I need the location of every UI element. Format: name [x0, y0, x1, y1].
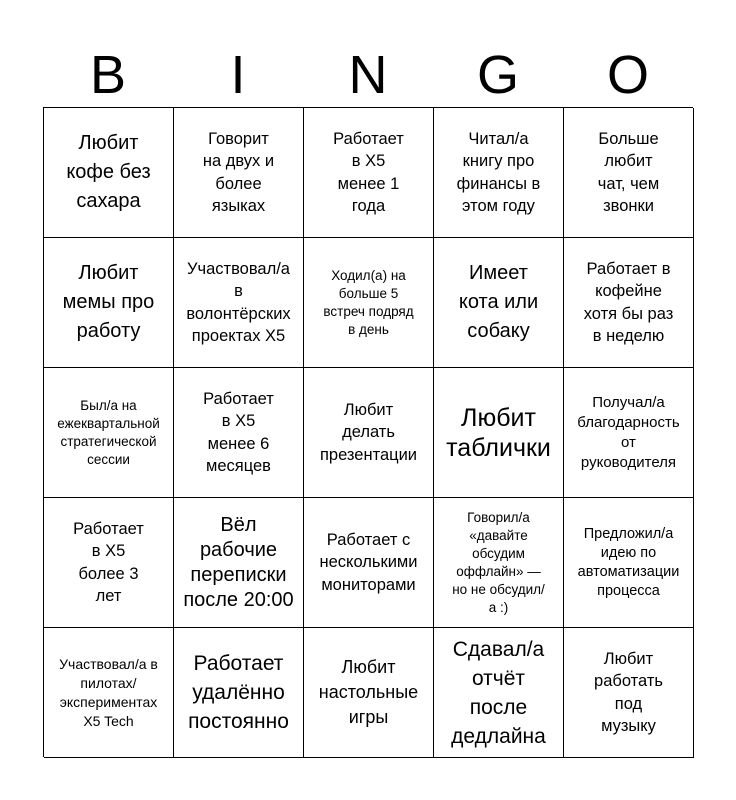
bingo-cell-r3c4	[434, 368, 564, 498]
cell-text: Сдавал/а отчёт после дедлайна	[451, 637, 546, 748]
bingo-header	[43, 44, 693, 106]
cell-text: Участвовал/а в пилотах/ экспериментах X5 Tech	[59, 655, 158, 729]
bingo-cell-r1c5	[564, 108, 694, 238]
cell-text: Работает в X5 менее 6 месяцев	[203, 389, 274, 475]
cell-text: Любит мемы про работу	[62, 262, 155, 342]
cell-text: Любит настольные игры	[318, 657, 419, 727]
bingo-grid	[43, 107, 693, 757]
cell-text: Любит делать презентации	[319, 400, 418, 464]
bingo-cell-r4c5	[564, 498, 694, 628]
cell-text: Вёл рабочие переписки после 20:00	[183, 513, 294, 611]
cell-text: Работает в кофейне хотя бы раз в неделю	[583, 259, 674, 345]
bingo-cell-r3c5	[564, 368, 694, 498]
bingo-cell-r3c3	[304, 368, 434, 498]
bingo-cell-r5c1	[44, 628, 174, 758]
bingo-cell-r2c4	[434, 238, 564, 368]
cell-text: Работает удалённо постоянно	[188, 652, 289, 733]
cell-text: Любит работать под музыку	[594, 649, 663, 735]
cell-text: Любит таблички	[446, 403, 551, 462]
bingo-cell-r1c3	[304, 108, 434, 238]
cell-text: Работает с несколькими мониторами	[319, 530, 418, 594]
bingo-cell-r4c3	[304, 498, 434, 628]
bingo-cell-r2c2	[174, 238, 304, 368]
cell-text: Говорил/а «давайте обсудим оффлайн» — но не обсудил/ а :)	[452, 509, 545, 615]
cell-text: Был/а на ежеквартальной стратегической сессии	[57, 397, 160, 467]
bingo-cell-r5c3	[304, 628, 434, 758]
bingo-cell-r1c2	[174, 108, 304, 238]
cell-text: Говорит на двух и более языках	[202, 129, 275, 215]
header-letter-i: I	[230, 45, 246, 105]
header-letter-o: O	[606, 45, 649, 105]
bingo-cell-r2c5	[564, 238, 694, 368]
cell-text: Любит кофе без сахара	[66, 132, 151, 212]
bingo-cell-r4c1	[44, 498, 174, 628]
bingo-cell-r5c2	[174, 628, 304, 758]
cell-text: Получал/а благодарность от руководителя	[577, 393, 680, 471]
header-letter-g: G	[476, 45, 519, 105]
bingo-cell-r5c4	[434, 628, 564, 758]
bingo-cell-r3c1	[44, 368, 174, 498]
cell-text: Работает в X5 менее 1 года	[333, 129, 404, 215]
cell-text: Читал/а книгу про финансы в этом году	[456, 129, 541, 215]
cell-text: Участвовал/а в волонтёрских проектах X5	[186, 259, 291, 345]
header-letter-b: B	[89, 45, 127, 105]
header-letter-n: N	[348, 45, 388, 105]
cell-text: Ходил(а) на больше 5 встреч подряд в день	[323, 267, 414, 337]
cell-text: Работает в X5 более 3 лет	[73, 519, 144, 605]
bingo-cell-r4c4	[434, 498, 564, 628]
bingo-cell-r1c1	[44, 108, 174, 238]
cell-text: Имеет кота или собаку	[458, 262, 539, 342]
bingo-cell-r4c2	[174, 498, 304, 628]
bingo-cell-r2c1	[44, 238, 174, 368]
cell-text: Больше любит чат, чем звонки	[597, 129, 660, 215]
cell-text: Предложил/а идею по автоматизации процесса	[577, 525, 680, 599]
bingo-cell-r3c2	[174, 368, 304, 498]
bingo-cell-r1c4	[434, 108, 564, 238]
bingo-cell-r2c3	[304, 238, 434, 368]
bingo-cell-r5c5	[564, 628, 694, 758]
